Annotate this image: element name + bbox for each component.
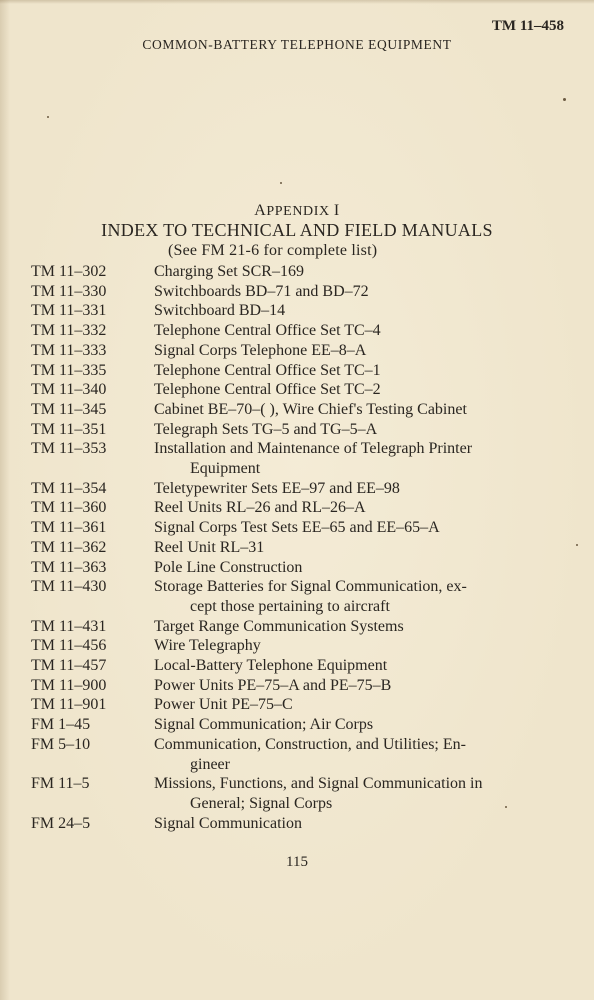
manual-number: TM 11–345 bbox=[31, 400, 107, 418]
index-entry bbox=[31, 538, 571, 558]
manual-title bbox=[154, 558, 571, 578]
manual-title-line: Installation and Maintenance of Telegraph Printer bbox=[154, 440, 473, 458]
manual-title bbox=[154, 617, 571, 637]
manual-title-line: Target Range Communication Systems bbox=[154, 617, 404, 635]
index-entry bbox=[31, 321, 571, 341]
manual-number: TM 11–332 bbox=[31, 322, 107, 340]
index-entry bbox=[31, 420, 571, 440]
manual-number: TM 11–900 bbox=[31, 676, 107, 694]
index-entry bbox=[31, 400, 571, 420]
paper-speck bbox=[280, 182, 282, 184]
manual-title bbox=[154, 518, 571, 538]
manual-title-line: Pole Line Construction bbox=[154, 558, 303, 576]
index-entry bbox=[31, 439, 571, 478]
manual-index-list bbox=[31, 262, 571, 833]
manual-title-line: Telephone Central Office Set TC–4 bbox=[154, 322, 381, 340]
index-entry bbox=[31, 361, 571, 381]
manual-title-line: Missions, Functions, and Signal Communication in bbox=[154, 775, 483, 793]
index-entry bbox=[31, 715, 571, 735]
index-entry bbox=[31, 636, 571, 656]
manual-number: FM 11–5 bbox=[31, 775, 90, 793]
index-entry bbox=[31, 498, 571, 518]
manual-title bbox=[154, 420, 571, 440]
manual-number: TM 11–457 bbox=[31, 657, 107, 675]
manual-title-line: Switchboard BD–14 bbox=[154, 302, 286, 320]
index-entry bbox=[31, 676, 571, 696]
manual-title-continuation: Equipment bbox=[190, 460, 261, 478]
manual-title-line: Cabinet BE–70–( ), Wire Chief's Testing Cabinet bbox=[154, 400, 467, 418]
index-entry bbox=[31, 518, 571, 538]
manual-title-line: Communication, Construction, and Utilities; En- bbox=[154, 735, 466, 753]
manual-title-line: Telephone Central Office Set TC–2 bbox=[154, 381, 381, 399]
manual-title bbox=[154, 577, 571, 616]
manual-title-line: Switchboards BD–71 and BD–72 bbox=[154, 282, 369, 300]
appendix-label-initial: A bbox=[254, 202, 267, 219]
manual-number: TM 11–431 bbox=[31, 617, 107, 635]
manual-number: FM 1–45 bbox=[31, 716, 91, 734]
manual-number: TM 11–340 bbox=[31, 381, 107, 399]
manual-title-line: Signal Corps Telephone EE–8–A bbox=[154, 341, 367, 359]
manual-number: TM 11–354 bbox=[31, 479, 107, 497]
manual-title-line: Local-Battery Telephone Equipment bbox=[154, 657, 388, 675]
index-entry bbox=[31, 341, 571, 361]
index-entry bbox=[31, 577, 571, 616]
manual-number: TM 11–362 bbox=[31, 538, 107, 556]
doc-number: TM 11–458 bbox=[491, 18, 564, 34]
appendix-label bbox=[0, 202, 594, 220]
manual-title-line: Wire Telegraphy bbox=[154, 637, 261, 655]
manual-title bbox=[154, 479, 571, 499]
appendix-label-rest: PPENDIX bbox=[266, 204, 330, 219]
manual-title-line: Signal Communication bbox=[154, 814, 302, 832]
manual-title-line: Telephone Central Office Set TC–1 bbox=[154, 361, 381, 379]
index-entry bbox=[31, 735, 571, 774]
manual-title bbox=[154, 380, 571, 400]
manual-number: TM 11–361 bbox=[31, 519, 107, 537]
running-head: COMMON-BATTERY TELEPHONE EQUIPMENT bbox=[142, 37, 452, 52]
manual-number: TM 11–353 bbox=[31, 440, 107, 458]
manual-title bbox=[154, 400, 571, 420]
manual-number: TM 11–333 bbox=[31, 341, 107, 359]
manual-title-continuation: General; Signal Corps bbox=[190, 794, 333, 812]
manual-title-line: Power Unit PE–75–C bbox=[154, 696, 293, 714]
manual-title-line: Signal Corps Test Sets EE–65 and EE–65–A bbox=[154, 519, 440, 537]
index-entry bbox=[31, 301, 571, 321]
manual-title-line: Signal Communication; Air Corps bbox=[154, 716, 374, 734]
manual-number: TM 11–430 bbox=[31, 578, 107, 596]
index-entry bbox=[31, 282, 571, 302]
manual-title bbox=[154, 715, 571, 735]
manual-title bbox=[154, 498, 571, 518]
manual-title bbox=[154, 262, 571, 282]
manual-title-line: Teletypewriter Sets EE–97 and EE–98 bbox=[154, 479, 400, 497]
paper-speck bbox=[576, 544, 578, 546]
manual-title-line: Power Units PE–75–A and PE–75–B bbox=[154, 676, 392, 694]
manual-title bbox=[154, 735, 571, 774]
manual-title-line: Storage Batteries for Signal Communication, ex- bbox=[154, 578, 467, 596]
manual-title-line: Reel Units RL–26 and RL–26–A bbox=[154, 499, 366, 517]
manual-title-line: Reel Unit RL–31 bbox=[154, 538, 265, 556]
manual-title bbox=[154, 439, 571, 478]
manual-number: TM 11–901 bbox=[31, 696, 107, 714]
manual-title bbox=[154, 301, 571, 321]
manual-title bbox=[154, 361, 571, 381]
index-title: INDEX TO TECHNICAL AND FIELD MANUALS bbox=[101, 220, 493, 240]
manual-title bbox=[154, 321, 571, 341]
page-number: 115 bbox=[286, 854, 308, 870]
paper-speck bbox=[563, 98, 566, 101]
manual-title-line: Charging Set SCR–169 bbox=[154, 263, 304, 280]
paper-speck bbox=[47, 116, 49, 118]
index-entry bbox=[31, 380, 571, 400]
manual-title bbox=[154, 538, 571, 558]
manual-title-continuation: cept those pertaining to aircraft bbox=[190, 597, 390, 615]
manual-title bbox=[154, 814, 571, 834]
manual-number: TM 11–363 bbox=[31, 558, 107, 576]
manual-number: TM 11–302 bbox=[31, 263, 107, 280]
index-entry bbox=[31, 479, 571, 499]
manual-number: TM 11–331 bbox=[31, 302, 107, 320]
manual-title-continuation: gineer bbox=[190, 755, 230, 773]
manual-number: TM 11–351 bbox=[31, 420, 107, 438]
manual-title bbox=[154, 636, 571, 656]
index-entry bbox=[31, 774, 571, 813]
index-entry bbox=[31, 656, 571, 676]
manual-title bbox=[154, 656, 571, 676]
index-entry bbox=[31, 617, 571, 637]
manual-number: FM 5–10 bbox=[31, 735, 91, 753]
manual-title bbox=[154, 676, 571, 696]
appendix-label-numeral: I bbox=[333, 202, 340, 219]
index-entry bbox=[31, 558, 571, 578]
manual-number: TM 11–335 bbox=[31, 361, 107, 379]
manual-number: TM 11–360 bbox=[31, 499, 107, 517]
manual-number: TM 11–456 bbox=[31, 637, 107, 655]
index-entry bbox=[31, 695, 571, 715]
manual-number: TM 11–330 bbox=[31, 282, 107, 300]
manual-title bbox=[154, 341, 571, 361]
manual-title bbox=[154, 774, 571, 813]
paper-speck bbox=[505, 806, 507, 808]
manual-title-line: Telegraph Sets TG–5 and TG–5–A bbox=[154, 420, 378, 438]
manual-title bbox=[154, 695, 571, 715]
index-entry bbox=[31, 262, 571, 282]
manual-number: FM 24–5 bbox=[31, 814, 91, 832]
manual-title bbox=[154, 282, 571, 302]
index-entry bbox=[31, 814, 571, 834]
index-note: (See FM 21-6 for complete list) bbox=[168, 242, 378, 259]
